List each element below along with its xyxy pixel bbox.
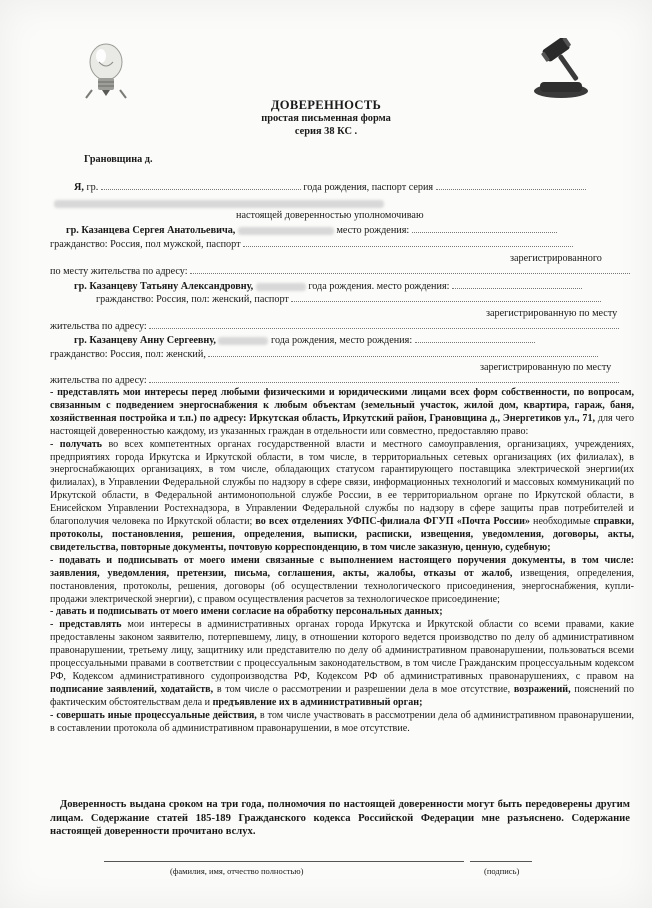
- power-represent: - представлять мои интересы перед любыми физическими и юридическими лицами всех форм собственности, по вопросам, связанным с подведением энергоснабжения к любым объектам (земельный участок, жилой дом, квартира, гараж, баня, хозяйственная постройка и т.п.) по адресу: Иркутская область, Иркутский район, Грановщина д., Энергетиков ул., 71, для чего настоящей доверенностью каждому, из указанных граждан в отдельности или совместно, предоставляю право:: [50, 387, 634, 437]
- person-2-citizenship: гражданство: Россия, пол: женский, паспорт: [96, 293, 601, 306]
- person-1-registered: зарегистрированного: [510, 253, 602, 264]
- person-1-citizenship: гражданство: Россия, пол мужской, паспорт: [50, 238, 573, 251]
- person-3-citizenship: гражданство: Россия, пол: женский,: [50, 348, 598, 361]
- power-procedural: - совершать иные процессуальные действия, в том числе участвовать в рассмотрении дела об административном правонарушении, в составлении протокола об административном правонарушении, в мое отсутствие.: [50, 709, 634, 734]
- signature-caption: (подпись): [484, 866, 520, 876]
- full-name-line: [104, 861, 464, 862]
- intro-line-2: настоящей доверенностью уполномочиваю: [236, 210, 424, 221]
- document-title: ДОВЕРЕННОСТЬ: [270, 98, 382, 112]
- person-3-registered: зарегистрированную по месту: [480, 362, 612, 373]
- power-admin: - представлять мои интересы в административных органах города Иркутска и Иркутской области со всеми правами, какие предоставлены законом заявителю, потерпевшему, лицу, в отношении которого ведется производство по делу об административном правонарушении, третьему лицу, защитнику или представителю по делу об административном правонарушении, пользоваться всеми процессуальными правами в соответствии с процессуальным законодательством, в том числе Гражданским процессуальным кодексом РФ, Кодексом административного судопроизводства РФ, Кодексом РФ об административных правонарушениях, с правом на подписание заявлений, ходатайств, в том числе о рассмотрении и разрешении дела в мое отсутствие, возражений, пояснений по фактическим обстоятельствам дела и предъявление их в административный орган;: [50, 619, 634, 708]
- place-label: Грановщина д.: [84, 154, 153, 165]
- person-1-address: по месту жительства по адресу:: [50, 265, 630, 278]
- full-name-caption: (фамилия, имя, отчество полностью): [170, 866, 304, 876]
- series-label: серия 38 КС .: [294, 126, 358, 137]
- powers-section: [50, 387, 634, 735]
- person-2-name-line: гр. Казанцеву Татьяну Александровну, года рождения. место рождения:: [74, 280, 582, 293]
- gavel-icon: [526, 38, 592, 100]
- closing-statement: Доверенность выдана сроком на три года, полномочия по настоящей доверенности могут быть передоверены другим лицам. Содержание статей 185-189 Гражданского кодекса Российской Федерации мне разъяснено. Содержание настоящей доверенности прочитано вслух.: [50, 799, 630, 838]
- power-receive: - получать во всех компетентных органах государственной власти и местного самоуправления, организациях, учреждениях, предприятиях города Иркутска и Иркутской области, в том числе, в территориальных сетевых организациях (их филиалах), в энергоснабжающих организациях, в том числе, обладающих статусом гарантирующего поставщика электрической энергии(их филиалах), в Управлении Федеральной службы по надзору в сфере связи, информационных технологий и массовых коммуникаций по Иркутской области, в Федеральной антимонопольной службе России, в ее территориальном органе по Иркутской области, в Енисейском Управлении Ростехнадзора, в Управлении Федеральной службы по надзору в сфере защиты прав потребителей и благополучия человека по Иркутской области; во всех отделениях УФПС-филиала ФГУП «Почта России» необходимые справки, протоколы, постановления, решения, определения, выписки, расписки, извещения, уведомления, договоры, акты, свидетельства, повторные документы, почтовую корреспонденцию, в том числе заказную, ценную, судебную;: [50, 438, 635, 553]
- lightbulb-icon: [82, 40, 130, 100]
- power-consent: - давать и подписывать от моего имени согласие на обработку персональных данных;: [50, 606, 443, 618]
- person-3-address: жительства по адресу:: [50, 374, 619, 387]
- power-submit: - подавать и подписывать от моего имени связанные с выполнением настоящего поручения документы, в том числе: заявления, уведомления, претензии, письма, соглашения, акты, жалобы, отказы от жалоб, извещения, определения, постановления, протоколы, решения, договоры (об осуществлении технологического присоединения, энергоснабжения, купли-продажи электрической энергии), с правом осуществления расчетов за технологическое присоединение;: [50, 554, 634, 605]
- person-2-address: жительства по адресу:: [50, 320, 619, 333]
- intro-line-1: Я, гр. года рождения, паспорт серия: [74, 181, 586, 194]
- form-label: простая письменная форма: [261, 113, 391, 124]
- person-3-name-line: гр. Казанцеву Анну Сергеевну, года рождения, место рождения:: [74, 334, 535, 347]
- signature-line: [470, 861, 532, 862]
- person-1-name-line: гр. Казанцева Сергея Анатольевича, место рождения:: [66, 224, 557, 237]
- person-2-registered: зарегистрированную по месту: [486, 308, 618, 319]
